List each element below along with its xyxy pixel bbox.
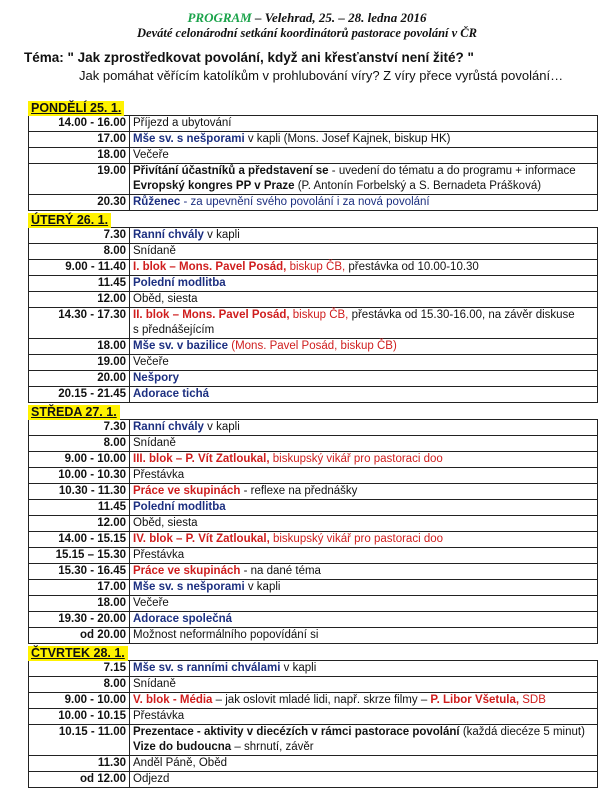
activity-text: Snídaně xyxy=(133,437,176,449)
schedule-row xyxy=(29,500,598,516)
activity-text: Práce ve skupinách xyxy=(133,565,241,577)
activity-text: Adorace společná xyxy=(133,613,233,625)
activity-text: (P. Antonín Forbelský a S. Bernadeta Prášková) xyxy=(294,180,542,192)
schedule-row xyxy=(29,452,598,468)
day-schedule-table xyxy=(28,115,598,211)
time-cell: 20.00 xyxy=(29,371,130,387)
activity-text: - reflexe na přednášky xyxy=(240,485,358,497)
activity-text: - na dané téma xyxy=(240,565,321,577)
activity-cell xyxy=(130,387,598,403)
activity-text: P. Libor Všetula, xyxy=(430,694,520,706)
time-cell: 15.30 - 16.45 xyxy=(29,564,130,580)
activity-cell xyxy=(130,500,598,516)
activity-text: biskup ČB, xyxy=(286,261,346,273)
activity-text: biskupský vikář pro pastoraci doo xyxy=(269,453,443,465)
activity-text: Prezentace - aktivity v diecézích v rámci pastorace povolání xyxy=(133,726,460,738)
activity-text: Snídaně xyxy=(133,678,176,690)
activity-text: – jak oslovit mladé lidi, např. skrze filmy – xyxy=(212,694,431,706)
activity-text: (každá diecéze 5 minut) xyxy=(459,726,585,738)
schedule-row xyxy=(29,355,598,371)
activity-text: Večeře xyxy=(133,149,169,161)
schedule-row xyxy=(29,628,598,644)
activity-text: V. blok - Média xyxy=(133,694,213,706)
day-heading xyxy=(28,211,598,227)
activity-cell xyxy=(130,580,598,596)
activity-text: Oběd, siesta xyxy=(133,293,198,305)
time-cell: 11.45 xyxy=(29,500,130,516)
activity-text: I. blok – Mons. Pavel Posád, xyxy=(133,261,287,273)
schedule-row xyxy=(29,308,598,339)
activity-text: Evropský kongres PP v Praze xyxy=(133,180,295,192)
day-heading xyxy=(28,99,598,115)
time-cell: 7.15 xyxy=(29,661,130,677)
schedule-row xyxy=(29,564,598,580)
activity-cell xyxy=(130,628,598,644)
activity-text: Přestávka xyxy=(133,549,185,561)
schedule-row xyxy=(29,420,598,436)
time-cell: 12.00 xyxy=(29,292,130,308)
activity-cell xyxy=(130,132,598,148)
activity-text: Růženec xyxy=(133,196,181,208)
time-cell: 9.00 - 10.00 xyxy=(29,693,130,709)
schedule-row xyxy=(29,580,598,596)
schedule-row xyxy=(29,436,598,452)
schedule-row xyxy=(29,468,598,484)
activity-cell xyxy=(130,596,598,612)
schedule-row xyxy=(29,612,598,628)
activity-text: IV. blok – P. Vít Zatloukal, xyxy=(133,533,270,545)
time-cell: 17.00 xyxy=(29,580,130,596)
time-cell: 8.00 xyxy=(29,436,130,452)
activity-cell xyxy=(130,677,598,693)
theme-subquestion: Jak pomáhat věřícím katolíkům v prohlubování víry? Z víry přece vyrůstá povolání… xyxy=(79,68,564,83)
activity-text: – shrnutí, závěr xyxy=(231,741,314,753)
activity-cell xyxy=(130,548,598,564)
activity-cell xyxy=(130,116,598,132)
activity-cell xyxy=(130,355,598,371)
activity-cell xyxy=(130,164,598,195)
time-cell: 9.00 - 11.40 xyxy=(29,260,130,276)
activity-text: SDB xyxy=(519,694,546,706)
activity-cell xyxy=(130,772,598,788)
activity-text: Polední modlitba xyxy=(133,501,226,513)
schedule-row xyxy=(29,164,598,195)
activity-text: Snídaně xyxy=(133,245,176,257)
activity-cell xyxy=(130,308,598,339)
schedule-row xyxy=(29,339,598,355)
time-cell: 14.00 - 16.00 xyxy=(29,116,130,132)
day-schedule-table xyxy=(28,419,598,644)
activity-text: Adorace tichá xyxy=(133,388,210,400)
activity-cell xyxy=(130,436,598,452)
time-cell: 8.00 xyxy=(29,677,130,693)
activity-text: Oběd, siesta xyxy=(133,517,198,529)
theme-heading xyxy=(24,50,474,65)
activity-cell xyxy=(130,468,598,484)
time-cell: 19.00 xyxy=(29,164,130,195)
time-cell: 11.45 xyxy=(29,276,130,292)
activity-cell xyxy=(130,148,598,164)
activity-cell xyxy=(130,564,598,580)
activity-cell xyxy=(130,693,598,709)
activity-text: Ranní chvály xyxy=(133,229,204,241)
activity-cell xyxy=(130,725,598,756)
schedule-row xyxy=(29,195,598,211)
activity-cell xyxy=(130,709,598,725)
time-cell: 18.00 xyxy=(29,596,130,612)
activity-text: Anděl Páně, Oběd xyxy=(133,757,227,769)
time-cell: 10.30 - 11.30 xyxy=(29,484,130,500)
activity-cell xyxy=(130,260,598,276)
schedule-row xyxy=(29,276,598,292)
activity-cell xyxy=(130,661,598,677)
schedule-row xyxy=(29,516,598,532)
day-heading xyxy=(28,644,598,660)
activity-text: Nešpory xyxy=(133,372,180,384)
activity-cell xyxy=(130,516,598,532)
schedule-row xyxy=(29,772,598,788)
time-cell: 10.00 - 10.30 xyxy=(29,468,130,484)
activity-text: Polední modlitba xyxy=(133,277,226,289)
activity-text: - za upevnění svého povolání i za nová povolání xyxy=(180,196,430,208)
activity-cell xyxy=(130,371,598,387)
activity-text: Odjezd xyxy=(133,773,170,785)
activity-line xyxy=(133,323,594,338)
activity-text: Přestávka xyxy=(133,710,185,722)
activity-cell xyxy=(130,195,598,211)
schedule-row xyxy=(29,116,598,132)
activity-text: Mše sv. s nešporami xyxy=(133,133,245,145)
schedule-row xyxy=(29,148,598,164)
activity-cell xyxy=(130,228,598,244)
time-cell: 19.30 - 20.00 xyxy=(29,612,130,628)
activity-text: přestávka od 15.30-16.00, na závěr diskuse xyxy=(348,309,575,321)
time-cell: 18.00 xyxy=(29,148,130,164)
activity-cell xyxy=(130,484,598,500)
activity-cell xyxy=(130,612,598,628)
time-cell: 19.00 xyxy=(29,355,130,371)
activity-line xyxy=(133,740,594,755)
activity-text: Ranní chvály xyxy=(133,421,204,433)
schedule-row xyxy=(29,371,598,387)
schedule-row xyxy=(29,228,598,244)
day-schedule-table xyxy=(28,660,598,788)
activity-text: Mše sv. s nešporami xyxy=(133,581,245,593)
activity-text: Práce ve skupinách xyxy=(133,485,241,497)
activity-text: Večeře xyxy=(133,597,169,609)
schedule-row xyxy=(29,661,598,677)
time-cell: 18.00 xyxy=(29,339,130,355)
time-cell: 11.30 xyxy=(29,756,130,772)
time-cell: od 20.00 xyxy=(29,628,130,644)
activity-line xyxy=(133,308,594,323)
schedule-row xyxy=(29,693,598,709)
program-word: PROGRAM xyxy=(187,10,252,25)
time-cell: 12.00 xyxy=(29,516,130,532)
schedule-row xyxy=(29,756,598,772)
time-cell: 7.30 xyxy=(29,228,130,244)
activity-cell xyxy=(130,276,598,292)
time-cell: 20.15 - 21.45 xyxy=(29,387,130,403)
theme-label: Téma: xyxy=(24,50,64,65)
activity-cell xyxy=(130,339,598,355)
activity-cell xyxy=(130,532,598,548)
activity-cell xyxy=(130,420,598,436)
schedule-row xyxy=(29,548,598,564)
activity-line xyxy=(133,164,594,179)
day-label: ČTVRTEK 28. 1. xyxy=(28,646,128,661)
program-title xyxy=(0,10,614,26)
activity-text: v kapli xyxy=(280,662,317,674)
activity-text: - uvedení do tématu a do programu + informace xyxy=(328,165,576,177)
time-cell: 9.00 - 10.00 xyxy=(29,452,130,468)
time-cell: 8.00 xyxy=(29,244,130,260)
activity-text: Přivítání účastníků a představení se xyxy=(133,165,329,177)
activity-text: (Mons. Pavel Posád, biskup ČB) xyxy=(228,340,397,352)
schedule-row xyxy=(29,596,598,612)
activity-text: Večeře xyxy=(133,356,169,368)
activity-text: v kapli xyxy=(203,421,240,433)
activity-cell xyxy=(130,452,598,468)
activity-text: Přestávka xyxy=(133,469,185,481)
program-place-date: – Velehrad, 25. – 28. ledna 2016 xyxy=(251,10,427,25)
activity-text: přestávka od 10.00-10.30 xyxy=(345,261,479,273)
activity-line xyxy=(133,179,594,194)
activity-cell xyxy=(130,292,598,308)
schedule-row xyxy=(29,387,598,403)
program-subtitle: Deváté celonárodní setkání koordinátorů pastorace povolání v ČR xyxy=(137,26,477,40)
schedule-row xyxy=(29,292,598,308)
activity-text: v kapli xyxy=(203,229,240,241)
schedule-row xyxy=(29,725,598,756)
activity-text: Mše sv. s ranními chválami xyxy=(133,662,281,674)
activity-text: Možnost neformálního popovídání si xyxy=(133,629,319,641)
day-label: PONDĚLÍ 25. 1. xyxy=(28,101,124,116)
day-label: ÚTERÝ 26. 1. xyxy=(28,213,111,228)
schedule-row xyxy=(29,132,598,148)
time-cell: 17.00 xyxy=(29,132,130,148)
time-cell: 14.00 - 15.15 xyxy=(29,532,130,548)
activity-text: v kapli xyxy=(244,581,281,593)
activity-line xyxy=(133,725,594,740)
activity-text: v kapli (Mons. Josef Kajnek, biskup HK) xyxy=(244,133,451,145)
time-cell: 10.00 - 10.15 xyxy=(29,709,130,725)
time-cell: 7.30 xyxy=(29,420,130,436)
activity-text: biskup ČB, xyxy=(289,309,349,321)
activity-cell xyxy=(130,756,598,772)
schedule-row xyxy=(29,677,598,693)
schedule-row xyxy=(29,244,598,260)
schedule-row xyxy=(29,484,598,500)
day-heading xyxy=(28,403,598,419)
activity-cell xyxy=(130,244,598,260)
schedule xyxy=(28,99,598,788)
activity-text: Příjezd a ubytování xyxy=(133,117,232,129)
time-cell: 10.15 - 11.00 xyxy=(29,725,130,756)
time-cell: 20.30 xyxy=(29,195,130,211)
schedule-row xyxy=(29,709,598,725)
schedule-row xyxy=(29,532,598,548)
activity-text: II. blok – Mons. Pavel Posád, xyxy=(133,309,290,321)
day-label: STŘEDA 27. 1. xyxy=(28,405,120,420)
activity-text: III. blok – P. Vít Zatloukal, xyxy=(133,453,270,465)
activity-text: biskupský vikář pro pastoraci doo xyxy=(269,533,443,545)
time-cell: 14.30 - 17.30 xyxy=(29,308,130,339)
schedule-row xyxy=(29,260,598,276)
activity-text: s přednášejícím xyxy=(133,324,215,336)
time-cell: od 12.00 xyxy=(29,772,130,788)
activity-text: Mše sv. v bazilice xyxy=(133,340,229,352)
day-schedule-table xyxy=(28,227,598,403)
time-cell: 15.15 – 15.30 xyxy=(29,548,130,564)
theme-question: " Jak zprostředkovat povolání, když ani křesťanství není žité? " xyxy=(63,50,474,65)
activity-text: Vize do budoucna xyxy=(133,741,232,753)
